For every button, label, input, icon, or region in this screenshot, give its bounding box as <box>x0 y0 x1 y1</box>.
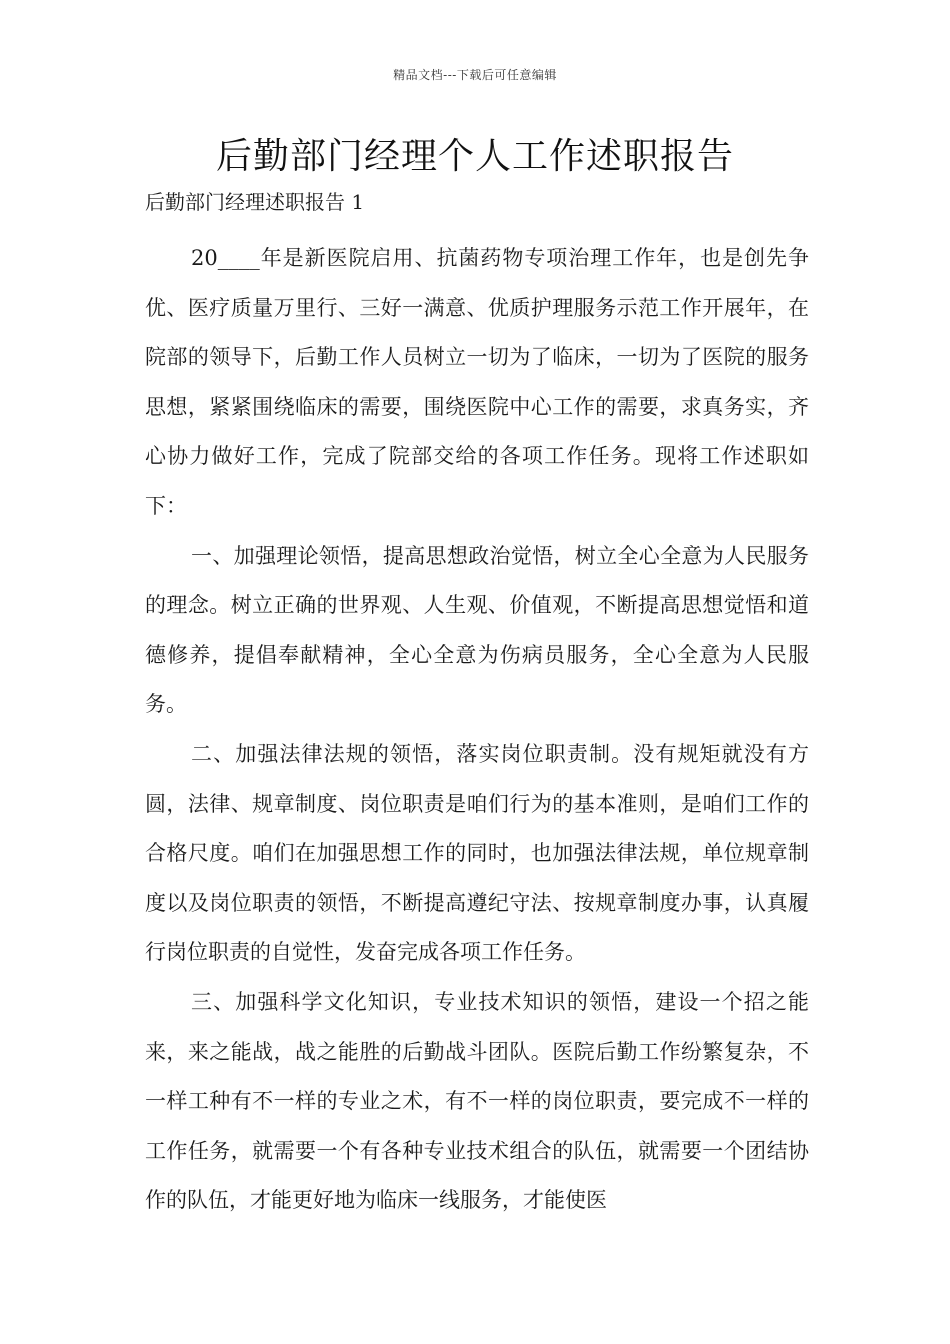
paragraph-section-2: 二、加强法律法规的领悟，落实岗位职责制。没有规矩就没有方圆，法律、规章制度、岗位职责是咱们行为的基本准则，是咱们工作的合格尺度。咱们在加强思想工作的同时，也加强法律法规，单位规章制度以及岗位职责的领悟，不断提高遵纪守法、按规章制度办事，认真履行岗位职责的自觉性，发奋完成各项工作任务。 <box>145 741 809 965</box>
document-title: 后勤部门经理个人工作述职报告 <box>215 136 734 177</box>
document-body <box>145 234 809 1226</box>
paragraph-section-1: 一、加强理论领悟，提高思想政治觉悟，树立全心全意为人民服务的理念。树立正确的世界观、人生观、价值观，不断提高思想觉悟和道德修养，提倡奉献精神，全心全意为伤病员服务，全心全意为人民服务。 <box>145 543 809 717</box>
document-subtitle: 后勤部门经理述职报告 1 <box>145 190 365 214</box>
paragraph-intro: 20____年是新医院启用、抗菌药物专项治理工作年，也是创先争优、医疗质量万里行、三好一满意、优质护理服务示范工作开展年，在院部的领导下，后勤工作人员树立一切为了临床，一切为了医院的服务思想，紧紧围绕临床的需要，围绕医院中心工作的需要，求真务实，齐心协力做好工作，完成了院部交给的各项工作任务。现将工作述职如下： <box>145 246 809 518</box>
paragraph-section-3: 三、加强科学文化知识，专业技术知识的领悟，建设一个招之能来，来之能战，战之能胜的后勤战斗团队。医院后勤工作纷繁复杂，不一样工种有不一样的专业之术，有不一样的岗位职责，要完成不一样的工作任务，就需要一个有各种专业技术组合的队伍，就需要一个团结协作的队伍，才能更好地为临床一线服务，才能使医 <box>145 989 809 1213</box>
header-note: 精品文档---下载后可任意编辑 <box>393 68 557 82</box>
